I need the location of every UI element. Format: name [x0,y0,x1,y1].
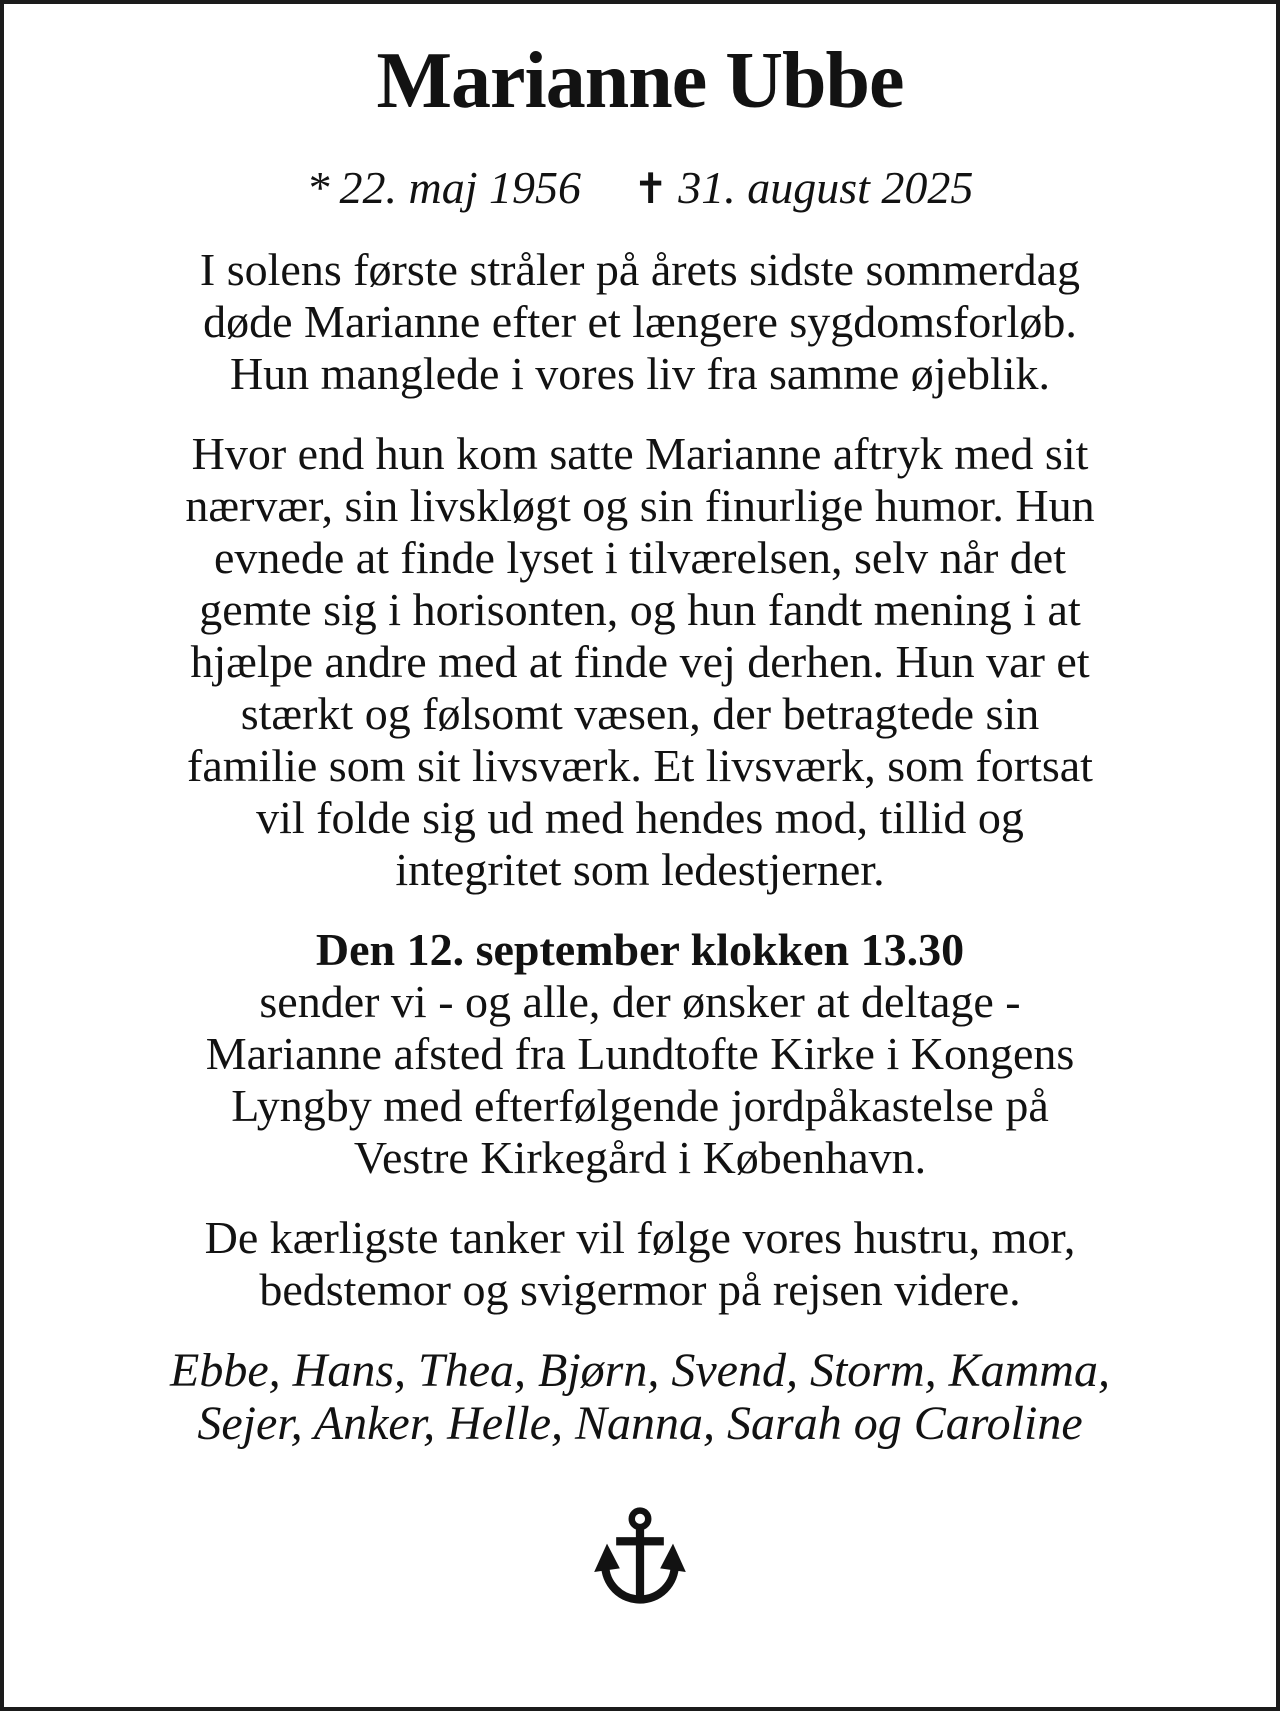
text-line: nærvær, sin livskløgt og sin finurlige humor. Hun [185,479,1095,531]
born-star-symbol: * [306,162,330,214]
intro-paragraph [4,244,1276,400]
text-line: døde Marianne efter et længere sygdomsforløb. [203,295,1077,347]
text-line: vil folde sig ud med hendes mod, tillid og [256,791,1024,843]
obituary-body [4,244,1276,1450]
text-line: De kærligste tanker vil følge vores hustru, mor, [204,1211,1076,1263]
text-line: bedstemor og svigermor på rejsen videre. [259,1263,1021,1315]
family-names [4,1344,1276,1450]
eulogy-paragraph [4,428,1276,896]
birth-date-group [307,162,582,213]
farewell-paragraph [4,1212,1276,1316]
text-line: Sejer, Anker, Helle, Nanna, Sarah og Caroline [197,1396,1083,1450]
text-line: gemte sig i horisonten, og hun fandt mening i at [199,583,1081,635]
text-line: I solens første stråler på årets sidste sommerdag [199,243,1081,295]
text-line: Lyngby med efterfølgende jordpåkastelse på [231,1079,1049,1131]
text-line: evnede at finde lyset i tilværelsen, selv når det [213,531,1066,583]
ceremony-heading: Den 12. september klokken 13.30 [315,923,965,975]
text-line: sender vi - og alle, der ønsker at deltage - [259,975,1021,1027]
ceremony-paragraph [4,924,1276,1184]
text-line: Vestre Kirkegård i København. [353,1131,927,1183]
death-cross-icon: ✝ [633,164,669,214]
text-line: Hvor end hun kom satte Marianne aftryk med sit [191,427,1089,479]
text-line: integritet som ledestjerner. [395,843,885,895]
text-line: hjælpe andre med at finde vej derhen. Hun var et [190,635,1090,687]
deceased-name: Marianne Ubbe [376,37,904,125]
birth-date: 22. maj 1956 [339,162,582,214]
text-line: Ebbe, Hans, Thea, Bjørn, Svend, Storm, Kamma, [170,1343,1110,1397]
text-line: Hun manglede i vores liv fra samme øjeblik. [229,347,1051,399]
life-dates [4,160,1276,215]
death-date: 31. august 2025 [678,162,974,214]
text-line: Marianne afsted fra Lundtofte Kirke i Kongens [205,1027,1075,1079]
text-line: stærkt og følsomt væsen, der betragtede sin [240,687,1040,739]
anchor-icon [4,1506,1276,1616]
text-line: familie som sit livsværk. Et livsværk, som fortsat [187,739,1093,791]
death-date-group [633,162,973,213]
